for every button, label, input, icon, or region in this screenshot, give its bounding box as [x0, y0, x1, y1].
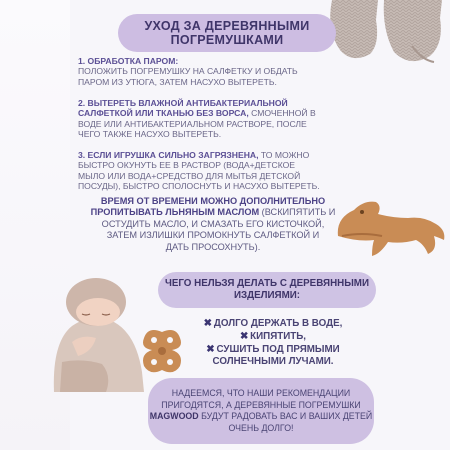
- cross-icon: ✖: [206, 343, 215, 355]
- step-2-heading-2: САЛФЕТКОЙ ИЛИ ТКАНЬЮ БЕЗ ВОРСА,: [78, 108, 249, 119]
- knit-mittens-image: [322, 0, 450, 70]
- step-3-tail: ТО МОЖНО: [258, 150, 310, 160]
- step-3-line-3: ПОСУДЫ), БЫСТРО СПОЛОСНУТЬ И НАСУХО ВЫТЕРЕТЬ.: [78, 181, 320, 192]
- oil-note: [82, 196, 344, 253]
- step-1-line-1: ПОЛОЖИТЬ ПОГРЕМУШКУ НА САЛФЕТКУ И ОБДАТЬ: [78, 66, 298, 77]
- step-1-heading: 1. ОБРАБОТКА ПАРОМ:: [78, 56, 179, 66]
- wooden-horse-rattle: [332, 196, 450, 260]
- oil-line-2: ЗАТЕМ ИЗЛИШКИ ПРОМОКНУТЬ САЛФЕТКОЙ И: [106, 230, 320, 241]
- closing-line-1: НАДЕЕМСЯ, ЧТО НАШИ РЕКОМЕНДАЦИИ: [171, 388, 351, 398]
- oil-bold-1: ВРЕМЯ ОТ ВРЕМЕНИ МОЖНО ДОПОЛНИТЕЛЬНО: [100, 196, 326, 206]
- brand-name: MAGWOOD: [149, 411, 199, 421]
- step-3-line-1: БЫСТРО ОКУНУТЬ ЕЕ В РАСТВОР (ВОДА+ДЕТСКОЕ: [78, 160, 296, 171]
- step-2-line-1: ВОДЕ ИЛИ АНТИБАКТЕРИАЛЬНОМ РАСТВОРЕ, ПОСЛЕ: [78, 118, 307, 129]
- dont-list: [198, 318, 348, 369]
- cross-icon: ✖: [203, 318, 212, 329]
- wooden-butterfly-rattle: [138, 326, 186, 376]
- step-3-line-2: МЫЛО ИЛИ ВОДА+СРЕДСТВО ДЛЯ МЫТЬЯ ДЕТСКОЙ: [78, 170, 301, 181]
- oil-bold-2: ПРОПИТЫВАТЬ ЛЬНЯНЫМ МАСЛОМ: [90, 207, 260, 218]
- dont-item: ✖ ДОЛГО ДЕРЖАТЬ В ВОДЕ,: [203, 318, 343, 329]
- dont-item: ✖ СУШИТЬ ПОД ПРЯМЫМИ: [206, 343, 340, 355]
- warning-banner: [158, 272, 376, 308]
- closing-line-2: ПРИГОДЯТСЯ, А ДЕРЕВЯННЫЕ ПОГРЕМУШКИ: [161, 399, 361, 410]
- closing-line-3: БУДУТ РАДОВАТЬ ВАС И ВАШИХ ДЕТЕЙ: [198, 411, 373, 421]
- step-2-line-2: ЧЕГО ТАКЖЕ НАСУХО ВЫТЕРЕТЬ.: [78, 129, 222, 140]
- step-3-heading: 3. ЕСЛИ ИГРУШКА СИЛЬНО ЗАГРЯЗНЕНА,: [78, 150, 259, 160]
- oil-tail: (ВСКИПЯТИТЬ И: [259, 207, 336, 218]
- step-1-line-2: ПАРОМ ИЗ УТЮГА, ЗАТЕМ НАСУХО ВЫТЕРЕТЬ.: [78, 76, 277, 87]
- cross-icon: ✖: [239, 330, 249, 342]
- title-line-1: УХОД ЗА ДЕРЕВЯННЫМИ: [144, 19, 310, 33]
- warning-line-1: ЧЕГО НЕЛЬЗЯ ДЕЛАТЬ С ДЕРЕВЯННЫМИ: [164, 278, 370, 289]
- step-3: [78, 150, 348, 192]
- step-2: [78, 98, 338, 140]
- oil-line-1: ОСТУДИТЬ МАСЛО, И СМАЗАТЬ ЕГО КИСТОЧКОЙ,: [101, 218, 325, 229]
- step-2-tail: СМОЧЕННОЙ В: [248, 108, 316, 119]
- closing-line-4: ОЧЕНЬ ДОЛГО!: [228, 422, 294, 433]
- dont-item-last: СОЛНЕЧНЫМИ ЛУЧАМИ.: [212, 356, 334, 368]
- dont-item: ✖ КИПЯТИТЬ,: [239, 330, 307, 342]
- step-1: [78, 56, 328, 87]
- oil-line-3: ДАТЬ ПРОСОХНУТЬ).: [165, 241, 261, 252]
- closing-banner: [148, 378, 374, 444]
- step-2-heading-1: 2. ВЫТЕРЕТЬ ВЛАЖНОЙ АНТИБАКТЕРИАЛЬНОЙ: [78, 98, 288, 108]
- baby-photo: [52, 272, 148, 392]
- title-line-2: ПОГРЕМУШКАМИ: [170, 33, 284, 47]
- page-title: [118, 14, 336, 52]
- warning-line-2: ИЗДЕЛИЯМИ:: [233, 290, 301, 301]
